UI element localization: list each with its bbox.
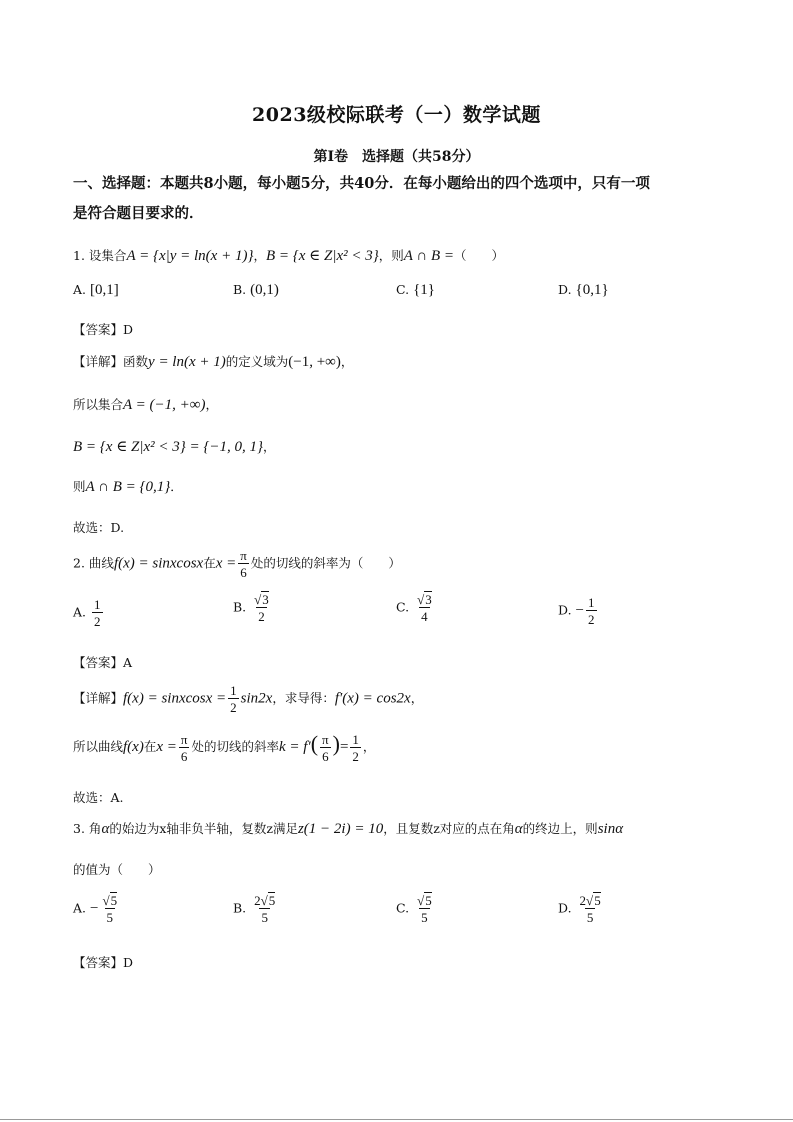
option-label: A. (73, 282, 87, 297)
answer-paren: （ ） (454, 248, 505, 263)
coefficient: 2 (254, 893, 261, 908)
page-title: 2023级校际联考（一）数学试题 (252, 104, 541, 126)
section-subtitle: 第Ⅰ卷 选择题（共58分） (313, 149, 480, 165)
open-paren: ( (310, 731, 319, 756)
fraction-one-half (350, 733, 361, 763)
detail-text: ， (362, 739, 376, 754)
fraction-pi-over-6 (238, 549, 249, 579)
q1-answer: 【答案】D (73, 322, 134, 337)
q3-option-b (233, 894, 279, 924)
fraction (586, 596, 597, 626)
question-text: ，且复数z对应的点在角 (383, 821, 515, 836)
detail-text: ， (410, 690, 424, 706)
option-value: {1} (413, 282, 435, 298)
fraction (415, 894, 434, 924)
coefficient: 2 (579, 893, 587, 908)
sin-alpha-expression: sinα (597, 821, 624, 837)
q3-option-c (396, 894, 436, 924)
question-number: 2. (73, 555, 85, 571)
detail-text: 函数 (123, 354, 149, 369)
question-number: 3. (73, 821, 85, 836)
question-1-stem (73, 246, 504, 265)
q1-conclusion: 故选：D. (73, 520, 125, 535)
alpha-symbol: α (101, 821, 110, 837)
denominator: 5 (106, 910, 114, 925)
q1-option-a (73, 282, 119, 299)
radicand: 3 (425, 592, 432, 607)
set-b-expression: B = {x ∈ Z|x² < 3} (265, 248, 379, 264)
q2-conclusion: 故选：A. (73, 790, 124, 805)
numerator: √5 (417, 893, 432, 908)
denominator: 4 (421, 609, 428, 624)
denominator: 6 (240, 565, 247, 580)
question-text: ，则 (378, 248, 404, 263)
radicand: 5 (110, 893, 118, 908)
q2-option-b (233, 593, 273, 623)
math-expression: (−1, +∞) (288, 354, 341, 370)
math-expression: y = ln(x + 1) (148, 354, 226, 370)
numerator: π (180, 731, 188, 747)
detail-text: ， (263, 439, 276, 454)
detail-text: ，求导得： (272, 690, 335, 706)
q1-detail-line2 (73, 395, 218, 414)
option-label: C. (396, 282, 410, 297)
option-value: {0,1} (575, 282, 609, 298)
q1-detail-line3 (73, 437, 276, 456)
numerator: 2√5 (579, 893, 601, 908)
question-3-stem (73, 819, 623, 838)
detail-text: ． (170, 479, 183, 494)
math-expression: A ∩ B = {0,1} (85, 479, 171, 495)
detail-text: 在 (143, 739, 157, 754)
option-label: A. (73, 900, 87, 916)
radicand: 5 (425, 893, 432, 908)
option-label: D. (558, 602, 572, 618)
option-label: B. (233, 282, 247, 297)
q1-detail-line4 (73, 477, 183, 496)
question-text: 的终边上，则 (522, 821, 598, 836)
numerator: π (240, 548, 247, 563)
math-expression: B = {x ∈ Z|x² < 3} = {−1, 0, 1} (73, 439, 264, 455)
fraction (252, 894, 277, 924)
numerator: 2√5 (254, 893, 276, 908)
fraction-pi-over-6 (320, 733, 331, 763)
denominator: 2 (588, 612, 595, 627)
minus-sign: − (90, 900, 99, 917)
q1-detail-line1 (73, 352, 353, 371)
detail-text: 则 (73, 479, 86, 494)
intersection-expression: A ∩ B = (403, 248, 455, 264)
page-bottom-divider (0, 1119, 793, 1120)
q2-option-c (396, 593, 436, 623)
q2-detail-line1 (73, 684, 423, 714)
question-3-stem-line2: 的值为（ ） (73, 862, 161, 877)
option-label: A. (73, 604, 87, 620)
denominator: 2 (230, 700, 237, 715)
option-label: D. (558, 900, 572, 916)
minus-sign: − (575, 602, 585, 619)
question-2-stem (73, 549, 401, 579)
detail-text: ， (340, 354, 354, 369)
numerator: 1 (352, 731, 359, 747)
option-value: [0,1] (90, 282, 119, 298)
q3-option-a (73, 894, 121, 924)
denominator: 5 (586, 910, 594, 925)
option-label: C. (396, 900, 410, 916)
numerator: 1 (588, 595, 595, 610)
numerator: π (322, 731, 329, 747)
equals-sign: = (339, 739, 349, 755)
math-expression: x = (156, 739, 177, 755)
separator: ， (253, 248, 266, 263)
numerator: 1 (230, 683, 237, 698)
question-text: 的始边为x轴非负半轴，复数z满足 (109, 821, 298, 836)
radicand: 3 (262, 592, 269, 607)
section-instructions-line2: 是符合题目要求的． (73, 205, 204, 222)
detail-text: 所以集合 (73, 397, 124, 412)
q1-option-b (233, 282, 279, 299)
derivative-expression: f′(x) = cos2x (334, 690, 411, 707)
question-text: 在 (203, 555, 216, 571)
fraction (415, 593, 434, 623)
denominator: 2 (352, 748, 359, 764)
fraction (92, 598, 103, 628)
question-text: 设集合 (88, 248, 127, 263)
option-label: B. (233, 599, 247, 615)
fraction (100, 894, 119, 924)
numerator: √3 (417, 592, 432, 607)
detail-text: ， (205, 397, 218, 412)
math-expression: A = (−1, +∞) (123, 397, 206, 413)
set-a-expression: A = {x|y = ln(x + 1)} (126, 248, 254, 264)
numerator: √5 (102, 893, 118, 908)
radicand: 5 (594, 893, 601, 908)
denominator: 6 (180, 748, 188, 764)
fraction-one-half (228, 684, 239, 714)
math-expression: sin2x (240, 690, 273, 707)
math-expression: x = (215, 555, 237, 572)
question-text: 处的切线的斜率为（ ） (250, 555, 401, 571)
detail-tag: 【详解】 (73, 354, 124, 369)
option-value: (0,1) (250, 282, 279, 298)
q3-answer: 【答案】D (73, 955, 134, 970)
question-number: 1. (73, 248, 85, 263)
denominator: 2 (258, 609, 265, 624)
detail-text: 所以曲线 (73, 739, 124, 754)
numerator: √3 (254, 592, 269, 607)
q2-option-d (558, 596, 599, 626)
condition-expression: z(1 − 2i) = 10 (297, 821, 384, 837)
q3-option-d (558, 894, 605, 924)
denominator: 6 (322, 748, 329, 764)
fraction (252, 593, 271, 623)
detail-tag: 【详解】 (73, 690, 124, 706)
q2-detail-line2 (73, 731, 375, 763)
alpha-symbol: α (514, 821, 523, 837)
question-text: 角 (88, 821, 102, 836)
detail-text: 的定义域为 (225, 354, 289, 369)
math-expression: f(x) = sinxcosx = (123, 690, 227, 707)
option-label: D. (558, 282, 572, 297)
math-expression: f(x) (123, 739, 144, 755)
numerator: 1 (94, 597, 101, 612)
q1-option-c (396, 282, 435, 299)
fraction (578, 894, 603, 924)
q1-option-d (558, 282, 609, 299)
math-expression: k = f′ (278, 739, 311, 755)
detail-text: 处的切线的斜率 (191, 739, 279, 754)
radicand: 5 (268, 893, 276, 908)
denominator: 2 (94, 614, 101, 629)
fraction-pi-over-6 (179, 733, 190, 763)
close-paren: ) (332, 731, 340, 756)
denominator: 5 (421, 910, 428, 925)
question-text: 曲线 (88, 555, 114, 571)
function-expression: f(x) = sinxcosx (113, 555, 204, 572)
denominator: 5 (261, 910, 268, 925)
section-instructions-line1: 一、选择题：本题共8小题，每小题5分，共40分．在每小题给出的四个选项中，只有一项 (73, 175, 650, 192)
option-label: B. (233, 900, 247, 916)
q2-answer: 【答案】A (73, 655, 133, 670)
option-label: C. (396, 599, 410, 615)
q2-option-a (73, 598, 105, 628)
